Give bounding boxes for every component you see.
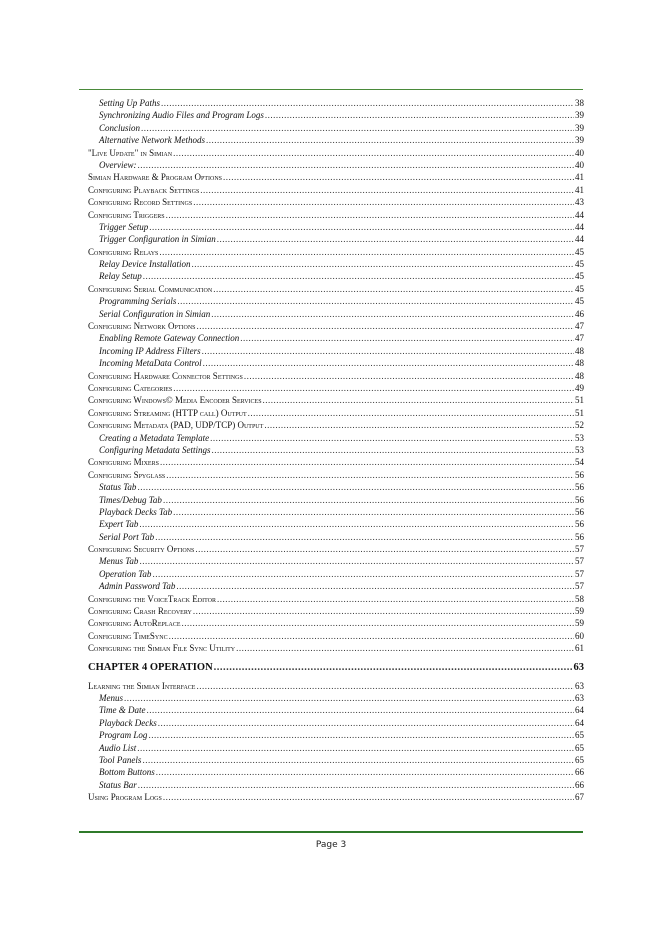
toc-entry-page: 52 — [575, 420, 584, 431]
toc-entry-page: 46 — [575, 308, 584, 319]
toc-entry[interactable] — [88, 109, 584, 121]
toc-entry-title: Time & Date — [99, 705, 146, 716]
toc-leader-dots — [138, 779, 574, 791]
toc-entry[interactable] — [88, 122, 584, 134]
toc-entry-title: Relay Setup — [99, 271, 142, 282]
toc-leader-dots — [236, 642, 574, 654]
toc-entry-page: 56 — [575, 494, 584, 505]
toc-leader-dots — [177, 295, 574, 307]
toc-entry-page: 63 — [575, 680, 584, 691]
toc-entry-page: 57 — [575, 544, 584, 555]
toc-entry-title: Learning the Simian Interface — [88, 680, 196, 691]
header-rule — [79, 89, 583, 90]
toc-entry-title: Configuring Mixers — [88, 457, 159, 468]
toc-leader-dots — [137, 159, 574, 171]
page-number: Page 3 — [315, 840, 347, 850]
toc-leader-dots — [263, 394, 574, 406]
toc-leader-dots — [158, 717, 574, 729]
toc-entry[interactable] — [88, 543, 584, 555]
toc-entry[interactable] — [88, 779, 584, 791]
toc-leader-dots — [173, 147, 574, 159]
toc-entry[interactable] — [88, 593, 584, 605]
toc-leader-dots — [210, 432, 574, 444]
toc-entry[interactable] — [88, 320, 584, 332]
toc-entry-title: Configuring TimeSync — [88, 630, 168, 641]
toc-entry-page: 47 — [575, 321, 584, 332]
toc-entry-title: Creating a Metadata Template — [99, 432, 210, 443]
toc-entry-title: Incoming MetaData Control — [99, 358, 202, 369]
toc-leader-dots — [163, 791, 574, 803]
toc-entry-page: 58 — [575, 593, 584, 604]
toc-entry[interactable] — [88, 159, 584, 171]
toc-entry-title: Configuring Windows© Media Encoder Services — [88, 395, 262, 406]
toc-entry-page: 44 — [575, 234, 584, 245]
toc-entry[interactable] — [88, 246, 584, 258]
toc-entry[interactable] — [88, 209, 584, 221]
toc-entry-page: 45 — [575, 296, 584, 307]
toc-entry-page: 43 — [575, 197, 584, 208]
toc-entry-title: Configuring Streaming (HTTP call) Output — [88, 407, 247, 418]
toc-entry-title: Configuring Playback Settings — [88, 184, 200, 195]
toc-entry-title: Configuring Metadata (PAD, UDP/TCP) Output — [88, 420, 264, 431]
toc-entry[interactable] — [88, 617, 584, 629]
toc-entry-title: Playback Decks Tab — [99, 506, 173, 517]
toc-entry[interactable] — [88, 630, 584, 642]
toc-entry-title: Admin Password Tab — [99, 581, 176, 592]
toc-leader-dots — [166, 209, 574, 221]
toc-entry[interactable] — [88, 221, 584, 233]
toc-entry-page: 57 — [575, 568, 584, 579]
toc-entry-title: Serial Port Tab — [99, 531, 155, 542]
toc-entry-page: 47 — [575, 333, 584, 344]
toc-entry-page: 41 — [575, 172, 584, 183]
toc-entry[interactable] — [88, 568, 584, 580]
toc-entry[interactable] — [88, 97, 584, 109]
toc-entry-title: Configuring Categories — [88, 382, 173, 393]
toc-leader-dots — [195, 543, 574, 555]
toc-entry-page: 64 — [575, 717, 584, 728]
toc-leader-dots — [191, 258, 574, 270]
toc-entry-page: 65 — [575, 730, 584, 741]
toc-chapter-entry[interactable] — [88, 658, 584, 678]
toc-entry-title: Enabling Remote Gateway Connection — [99, 333, 240, 344]
toc-leader-dots — [248, 407, 574, 419]
toc-leader-dots — [141, 122, 574, 134]
toc-entry-title: Status Bar — [99, 779, 137, 790]
toc-entry-page: 45 — [575, 283, 584, 294]
toc-leader-dots — [196, 680, 574, 692]
toc-entry-page: 57 — [575, 556, 584, 567]
toc-entry-title: Tool Panels — [99, 754, 142, 765]
toc-entry-page: 63 — [573, 661, 584, 673]
toc-entry-page: 59 — [575, 606, 584, 617]
toc-entry-title: Program Log — [99, 730, 148, 741]
toc-leader-dots — [213, 283, 574, 295]
toc-entry-page: 60 — [575, 630, 584, 641]
toc-entry-page: 57 — [575, 581, 584, 592]
toc-entry[interactable] — [88, 357, 584, 369]
toc-entry-page: 45 — [575, 271, 584, 282]
toc-entry[interactable] — [88, 184, 584, 196]
toc-leader-dots — [139, 518, 574, 530]
toc-leader-dots — [148, 729, 574, 741]
toc-leader-dots — [203, 357, 574, 369]
toc-entry-page: 53 — [575, 444, 584, 455]
toc-entry[interactable] — [88, 456, 584, 468]
toc-entry-title: Menus — [99, 692, 123, 703]
toc-entry-page: 66 — [575, 767, 584, 778]
toc-leader-dots — [193, 605, 574, 617]
toc-entry[interactable] — [88, 308, 584, 320]
toc-entry[interactable] — [88, 134, 584, 146]
toc-leader-dots — [206, 134, 574, 146]
toc-entry[interactable] — [88, 518, 584, 530]
toc-entry-title: Configuring Triggers — [88, 209, 165, 220]
toc-entry-page: 59 — [575, 618, 584, 629]
toc-entry-page: 56 — [575, 469, 584, 480]
toc-entry-title: Audio List — [99, 742, 137, 753]
toc-entry-title: Using Program Logs — [88, 792, 162, 803]
toc-entry-title: Incoming IP Address Filters — [99, 345, 201, 356]
toc-entry-title: Trigger Configuration in Simian — [99, 234, 216, 245]
toc-entry[interactable] — [88, 605, 584, 617]
toc-entry-title: Configuring Crash Recovery — [88, 606, 192, 617]
toc-entry-title: Configuring Metadata Settings — [99, 444, 211, 455]
toc-leader-dots — [137, 742, 574, 754]
toc-leader-dots — [143, 270, 574, 282]
toc-entry-page: 65 — [575, 742, 584, 753]
toc-leader-dots — [244, 370, 574, 382]
toc-entry-page: 56 — [575, 482, 584, 493]
toc-leader-dots — [169, 630, 574, 642]
toc-entry-title: Configuring Security Options — [88, 544, 195, 555]
toc-entry-title: Operation Tab — [99, 568, 152, 579]
toc-entry[interactable] — [88, 258, 584, 270]
toc-entry-title: CHAPTER 4 OPERATION — [88, 661, 213, 673]
toc-entry[interactable] — [88, 531, 584, 543]
toc-entry-title: Expert Tab — [99, 519, 139, 530]
toc-leader-dots — [212, 444, 575, 456]
toc-entry-title: Setting Up Paths — [99, 98, 160, 108]
toc-entry[interactable] — [88, 754, 584, 766]
toc-entry-title: Configuring the VoiceTrack Editor — [88, 593, 216, 604]
toc-entry-page: 45 — [575, 259, 584, 270]
toc-entry-title: Configuring Spyglass — [88, 469, 166, 480]
toc-entry-title: Simian Hardware & Program Options — [88, 172, 223, 183]
toc-entry[interactable] — [88, 717, 584, 729]
toc-entry[interactable] — [88, 345, 584, 357]
toc-entry[interactable] — [88, 171, 584, 183]
toc-entry-title: Relay Device Installation — [99, 259, 191, 270]
toc-entry[interactable] — [88, 283, 584, 295]
toc-entry-title: Configuring Network Options — [88, 321, 196, 332]
toc-entry-title: Serial Configuration in Simian — [99, 308, 211, 319]
toc-entry-page: 44 — [575, 221, 584, 232]
toc-entry-title: Menus Tab — [99, 556, 139, 567]
toc-entry-title: Playback Decks — [99, 717, 157, 728]
toc-entry-page: 41 — [575, 184, 584, 195]
toc-entry-page: 45 — [575, 246, 584, 257]
toc-entry-page: 56 — [575, 531, 584, 542]
toc-entry-page: 51 — [575, 407, 584, 418]
toc-leader-dots — [173, 506, 574, 518]
toc-entry-title: Trigger Setup — [99, 221, 149, 232]
toc-entry-title: Configuring Record Settings — [88, 197, 193, 208]
toc-leader-dots — [147, 704, 575, 716]
toc-leader-dots — [217, 593, 574, 605]
toc-leader-dots — [139, 555, 574, 567]
toc-entry-page: 38 — [575, 98, 584, 108]
toc-leader-dots — [137, 481, 574, 493]
toc-entry-page: 56 — [575, 519, 584, 530]
toc-entry-page: 40 — [575, 159, 584, 170]
toc-entry[interactable] — [88, 729, 584, 741]
toc-entry-page: 39 — [575, 122, 584, 133]
toc-leader-dots — [176, 580, 574, 592]
toc-leader-dots — [211, 308, 574, 320]
toc-entry[interactable] — [88, 506, 584, 518]
toc-entry-title: Alternative Network Methods — [99, 135, 205, 146]
toc-entry[interactable] — [88, 766, 584, 778]
toc-entry-page: 48 — [575, 345, 584, 356]
toc-entry[interactable] — [88, 432, 584, 444]
toc-entry[interactable] — [88, 196, 584, 208]
toc-leader-dots — [173, 382, 574, 394]
toc-entry[interactable] — [88, 642, 584, 654]
toc-entry[interactable] — [88, 147, 584, 159]
footer-rule — [79, 831, 583, 833]
toc-leader-dots — [149, 221, 574, 233]
toc-entry[interactable] — [88, 295, 584, 307]
toc-entry-title: Configuring Hardware Connector Settings — [88, 370, 243, 381]
toc-entry-title: Times/Debug Tab — [99, 494, 162, 505]
toc-leader-dots — [163, 494, 574, 506]
toc-leader-dots — [197, 320, 575, 332]
toc-leader-dots — [160, 456, 574, 468]
toc-entry[interactable] — [88, 382, 584, 394]
toc-entry[interactable] — [88, 407, 584, 419]
toc-entry-title: Configuring AutoReplace — [88, 618, 181, 629]
toc-leader-dots — [193, 196, 574, 208]
toc-leader-dots — [159, 246, 574, 258]
toc-entry-title: Programming Serials — [99, 296, 177, 307]
toc-entry-page: 66 — [575, 779, 584, 790]
toc-entry[interactable] — [88, 580, 584, 592]
toc-entry-title: "Live Update" in Simian — [88, 147, 173, 158]
toc-leader-dots — [142, 754, 574, 766]
toc-entry[interactable] — [88, 270, 584, 282]
toc-leader-dots — [214, 658, 573, 678]
toc-entry[interactable] — [88, 555, 584, 567]
toc-entry-title: Configuring the Simian File Sync Utility — [88, 643, 236, 654]
toc-leader-dots — [152, 568, 574, 580]
toc-leader-dots — [156, 766, 574, 778]
toc-leader-dots — [223, 171, 574, 183]
toc-leader-dots — [264, 419, 574, 431]
toc-entry-title: Synchronizing Audio Files and Program Logs — [99, 110, 264, 121]
toc-entry-page: 53 — [575, 432, 584, 443]
toc-leader-dots — [240, 332, 574, 344]
toc-leader-dots — [124, 692, 574, 704]
toc-entry[interactable] — [88, 332, 584, 344]
toc-entry-page: 48 — [575, 358, 584, 369]
toc-leader-dots — [161, 97, 574, 109]
toc-entry[interactable] — [88, 481, 584, 493]
toc-entry-title: Configuring Relays — [88, 246, 159, 257]
toc-entry-page: 49 — [575, 382, 584, 393]
toc-entry[interactable] — [88, 419, 584, 431]
toc-entry-page: 39 — [575, 110, 584, 121]
toc-entry-page: 39 — [575, 135, 584, 146]
toc-entry[interactable] — [88, 704, 584, 716]
toc-entry[interactable] — [88, 680, 584, 692]
toc-entry-title: Configuring Serial Communication — [88, 283, 213, 294]
toc-entry-page: 65 — [575, 754, 584, 765]
toc-entry-page: 44 — [575, 209, 584, 220]
toc-leader-dots — [202, 345, 574, 357]
toc-entry-title: Conclusion — [99, 122, 141, 133]
toc-leader-dots — [155, 531, 574, 543]
toc-leader-dots — [200, 184, 574, 196]
toc-entry[interactable] — [88, 742, 584, 754]
toc-entry-page: 61 — [575, 643, 584, 654]
toc-entry-page: 54 — [575, 457, 584, 468]
toc-leader-dots — [181, 617, 574, 629]
toc-entry[interactable] — [88, 494, 584, 506]
toc-leader-dots — [265, 109, 574, 121]
toc-entry-page: 64 — [575, 705, 584, 716]
toc-entry-page: 48 — [575, 370, 584, 381]
toc-entry-page: 63 — [575, 692, 584, 703]
toc-entry-title: Bottom Buttons — [99, 767, 155, 778]
toc-leader-dots — [166, 469, 574, 481]
toc-entry[interactable] — [88, 791, 584, 803]
toc-leader-dots — [217, 233, 574, 245]
toc-entry-page: 67 — [575, 792, 584, 803]
toc-entry[interactable] — [88, 444, 584, 456]
toc-entry[interactable] — [88, 233, 584, 245]
toc-entry[interactable] — [88, 469, 584, 481]
toc-entry-page: 56 — [575, 506, 584, 517]
toc-entry-title: Overview: — [99, 159, 137, 170]
toc-entry[interactable] — [88, 692, 584, 704]
toc-entry-title: Status Tab — [99, 482, 137, 493]
table-of-contents — [88, 97, 584, 803]
toc-entry-page: 40 — [575, 147, 584, 158]
toc-entry-page: 51 — [575, 395, 584, 406]
toc-entry[interactable] — [88, 394, 584, 406]
toc-entry[interactable] — [88, 370, 584, 382]
